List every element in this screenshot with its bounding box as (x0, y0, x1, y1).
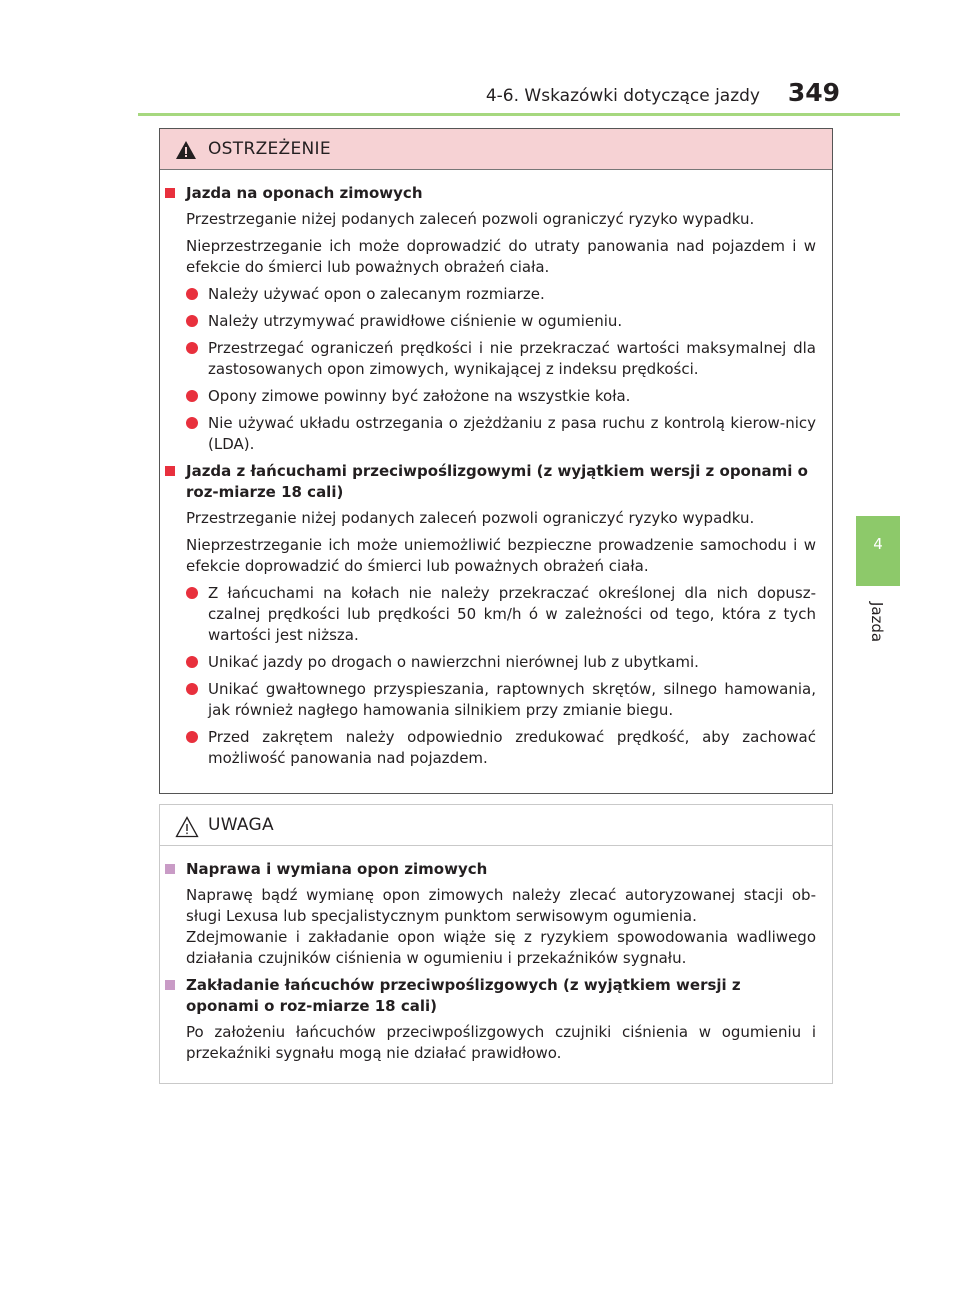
section-heading: Jazda z łańcuchami przeciwpoślizgowymi (z wyjątkiem wersji z oponami o roz-miarze 18 cali) (186, 461, 816, 503)
circle-bullet-icon (186, 288, 198, 300)
paragraph: Nieprzestrzeganie ich może uniemożliwić bezpieczne prowadzenie samochodu i w efekcie doprowadzić do śmierci lub poważnych obrażeń ciała. (186, 536, 816, 575)
page-number: 349 (787, 78, 840, 107)
list-item: Należy używać opon o zalecanym rozmiarze. (208, 284, 816, 305)
header-rule (138, 113, 900, 116)
circle-bullet-icon (186, 587, 198, 599)
circle-bullet-icon (186, 656, 198, 668)
circle-bullet-icon (186, 315, 198, 327)
page-header (470, 78, 840, 112)
circle-bullet-icon (186, 342, 198, 354)
circle-bullet-icon (186, 683, 198, 695)
paragraph: Naprawę bądź wymianę opon zimowych należy zlecać autoryzowanej stacji ob-sługi Lexusa lub specjalistycznym punktom serwisowym ogumienia. (186, 886, 816, 925)
square-bullet-icon (165, 466, 175, 476)
paragraph: Po założeniu łańcuchów przeciwpoślizgowych czujniki ciśnienia w ogumieniu i przekaźniki sygnału mogą nie działać prawidłowo. (186, 1023, 816, 1062)
square-bullet-icon (165, 188, 175, 198)
list-item: Nie używać układu ostrzegania o zjeżdżaniu z pasa ruchu z kontrolą kierow-nicy (LDA). (208, 413, 816, 455)
list-item: Unikać gwałtownego przyspieszania, raptownych skrętów, silnego hamowania, jak również nagłego hamowania silnikiem przy zmianie biegu. (208, 679, 816, 721)
list-item: Opony zimowe powinny być założone na wszystkie koła. (208, 386, 816, 407)
note-header (160, 805, 832, 846)
paragraph: Przestrzeganie niżej podanych zaleceń pozwoli ograniczyć ryzyko wypadku. (186, 210, 755, 228)
list-item: Przed zakrętem należy odpowiednio zredukować prędkość, aby zachować możliwość panowania nad pojazdem. (208, 727, 816, 769)
paragraph: Nieprzestrzeganie ich może doprowadzić do utraty panowania nad pojazdem i w efekcie do śmierci lub poważnych obrażeń ciała. (186, 237, 816, 276)
section-heading: Jazda na oponach zimowych (186, 183, 816, 204)
chapter-tab (856, 516, 900, 586)
circle-bullet-icon (186, 417, 198, 429)
warning-icon (175, 140, 197, 160)
paragraph: Przestrzeganie niżej podanych zaleceń pozwoli ograniczyć ryzyko wypadku. (186, 509, 755, 527)
warning-title: OSTRZEŻENIE (208, 139, 331, 159)
section-heading: Naprawa i wymiana opon zimowych (186, 859, 816, 880)
note-body (160, 846, 832, 1064)
chapter-label-text: Jazda (868, 601, 886, 643)
circle-bullet-icon (186, 390, 198, 402)
section-heading: Zakładanie łańcuchów przeciwpoślizgowych (z wyjątkiem wersji z oponami o roz-miarze 18 cali) (186, 975, 816, 1017)
chapter-number: 4 (873, 535, 883, 553)
list-item: Z łańcuchami na kołach nie należy przekraczać określonej dla nich dopusz-czalnej prędkości lub prędkości 50 km/h ó w zależności od tego, która z tych wartości jest niższa. (208, 583, 816, 646)
circle-bullet-icon (186, 731, 198, 743)
note-box (159, 804, 833, 1084)
list-item: Przestrzegać ograniczeń prędkości i nie przekraczać wartości maksymalnej dla zastosowanych opon zimowych, wynikającej z indeksu prędkości. (208, 338, 816, 380)
list-item: Unikać jazdy po drogach o nawierzchni nierównej lub z ubytkami. (208, 652, 816, 673)
warning-body (160, 170, 832, 769)
square-bullet-icon (165, 980, 175, 990)
warning-header (160, 129, 832, 170)
list-item: Należy utrzymywać prawidłowe ciśnienie w ogumieniu. (208, 311, 816, 332)
caution-icon (175, 816, 199, 838)
section-title: 4-6. Wskazówki dotyczące jazdy (485, 86, 760, 106)
warning-box (159, 128, 833, 794)
square-bullet-icon (165, 864, 175, 874)
chapter-label (865, 592, 889, 652)
note-title: UWAGA (208, 815, 274, 835)
paragraph: Zdejmowanie i zakładanie opon wiąże się z ryzykiem spowodowania wadliwego działania czujników ciśnienia w ogumieniu i przekaźników sygnału. (186, 928, 816, 967)
